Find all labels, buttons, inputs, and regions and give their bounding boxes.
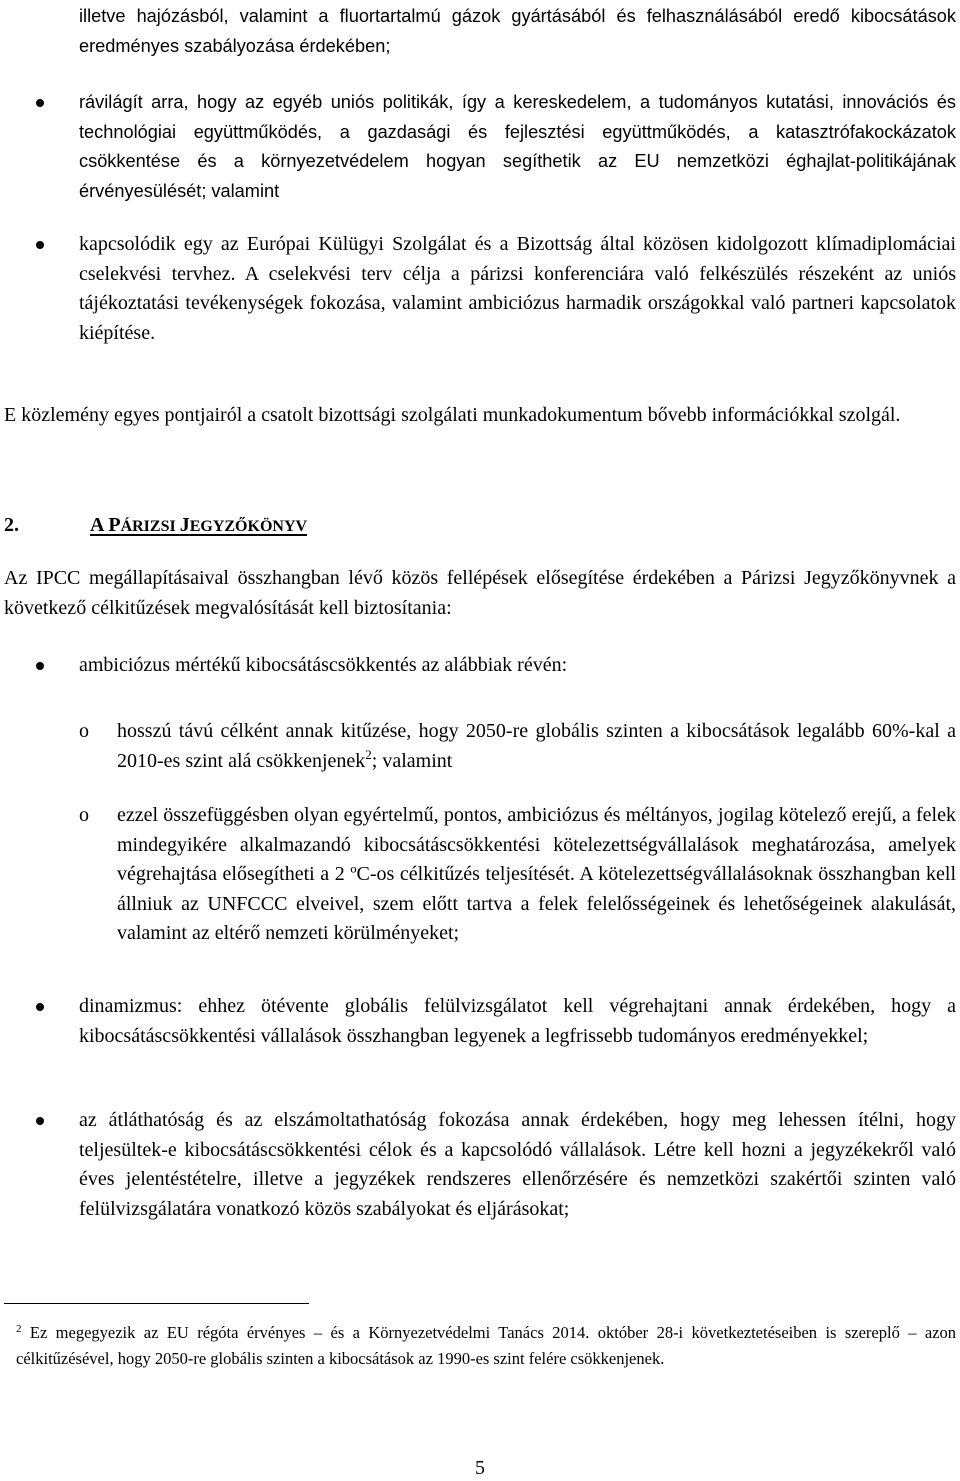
list-item-text: kapcsolódik egy az Európai Külügyi Szolgálat és a Bizottság által közösen kidolgozott klímadiplomáciai cselekvési tervhez. A cselekvési terv célja a párizsi konferenciára való felkészülés részeként az uniós tájékoztatási tevékenységek fokozása, valamint ambiciózus harmadik országokkal való partneri kapcsolatok kiépítése. bbox=[79, 233, 956, 344]
section-title-part: ÁRIZSI bbox=[120, 518, 180, 535]
sub-list-item-text: ezzel összefüggésben olyan egyértelmű, pontos, ambiciózus és méltányos, jogilag kötelező erejű, a felek mindegyikére alkalmazandó kibocsátáscsökkentési kötelezettségvállalások meghatározása, amelyek végrehajtása elősegítheti a 2 ºC-os célkitűzés teljesítését. A kötelezettségvállalásoknak összhangban kell állniuk az UNFCCC elveivel, szem előtt tartva a felek felelősségeinek és lehetőségeinek alakulását, valamint az eltérő nemzeti körülményeket; bbox=[117, 804, 956, 944]
bullet-icon bbox=[36, 662, 44, 670]
section-title-part: J bbox=[179, 514, 190, 536]
intro-continuation: illetve hajózásból, valamint a fluortartalmú gázok gyártásából és felhasználásából eredő kibocsátások eredményes szabályozása érdekében; bbox=[79, 6, 956, 56]
section-title-part: EGYZŐKÖNYV bbox=[189, 518, 308, 535]
footnote bbox=[16, 1316, 956, 1372]
footnote-ref: 2 bbox=[365, 746, 372, 762]
section-title bbox=[90, 514, 307, 536]
section-heading bbox=[4, 511, 307, 542]
section-intro: Az IPCC megállapításaival összhangban lévő közös fellépések elősegítése érdekében a Párizsi Jegyzőkönyvnek a következő célkitűzések megvalósítását kell biztosítania: bbox=[4, 567, 956, 619]
bullet-icon bbox=[36, 99, 44, 107]
sub-list-marker: o bbox=[79, 804, 89, 826]
list-item-text: az átláthatóság és az elszámoltathatóság fokozása annak érdekében, hogy meg lehessen ítélni, hogy teljesültek-e kibocsátáscsökkentési célok és a kapcsolódó vállalások. Létre kell hozni a jegyzékekről való éves jelentéstételre, illetve a jegyzékek rendszeres ellenőrzésére és nemzetközi szakértői szinten való felülvizsgálatára vonatkozó közös szabályokat és eljárásokat; bbox=[79, 1109, 956, 1220]
sub-list-item-text bbox=[117, 717, 956, 776]
sub-list-text-part: hosszú távú célként annak kitűzése, hogy 2050-re globális szinten a kibocsátások legalább 60%-kal a 2010-es szint alá csökkenjenek bbox=[117, 720, 956, 772]
bullet-icon bbox=[36, 1117, 44, 1125]
list-item-text: ambiciózus mértékű kibocsátáscsökkentés az alábbiak révén: bbox=[79, 654, 568, 676]
sub-list-text-part: ; valamint bbox=[371, 749, 453, 772]
bullet-icon bbox=[36, 241, 44, 249]
footnote-text: Ez megegyezik az EU régóta érvényes – és a Környezetvédelmi Tanács 2014. október 28-i következtetéseiben is szereplő – azon célkitűzésével, hogy 2050-re globális szinten a kibocsátások az 1990-es szint felére csökkenjenek. bbox=[16, 1323, 956, 1368]
page-number: 5 bbox=[475, 1457, 485, 1479]
section-title-part: A P bbox=[90, 514, 121, 536]
closing-paragraph: E közlemény egyes pontjairól a csatolt bizottsági szolgálati munkadokumentum bővebb információkkal szolgál. bbox=[4, 404, 901, 426]
footnote-separator bbox=[4, 1303, 309, 1304]
bullet-icon bbox=[36, 1003, 44, 1011]
section-number: 2. bbox=[4, 514, 19, 536]
sub-list-marker: o bbox=[79, 720, 89, 742]
footnote-number: 2 bbox=[16, 1323, 22, 1335]
list-item-text: rávilágít arra, hogy az egyéb uniós politikák, így a kereskedelem, a tudományos kutatási, innovációs és technológiai együttműködés, a gazdasági és fejlesztési együttműködés, a katasztrófakockázatok csökkentése és a környezetvédelem hogyan segíthetik az EU nemzetközi éghajlat-politikájának érvényesülését; valamint bbox=[79, 92, 956, 201]
list-item-text: dinamizmus: ehhez ötévente globális felülvizsgálatot kell végrehajtani annak érdekében, hogy a kibocsátáscsökkentési vállalások összhangban legyenek a legfrissebb tudományos eredményekkel; bbox=[79, 995, 956, 1047]
